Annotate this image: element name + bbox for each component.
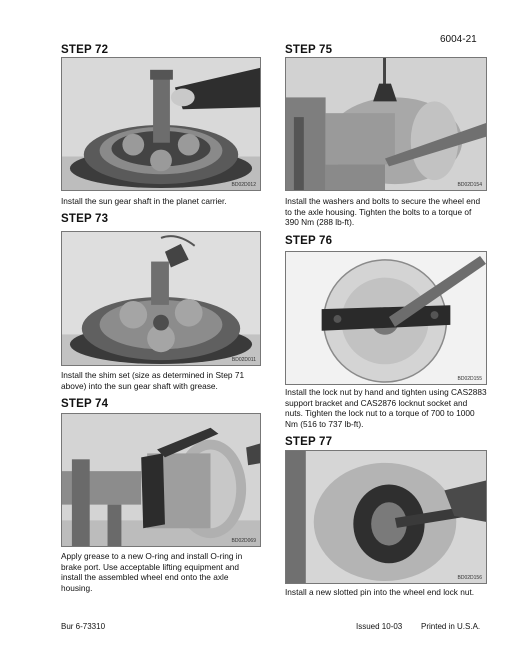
step-76-photo <box>285 251 487 385</box>
step-74-caption: Apply grease to a new O-ring and install O-ring in brake port. Use acceptable lifting equipment and install the assembled wheel end onto the axle housing. <box>61 551 243 593</box>
step-76-title: STEP 76 <box>285 235 333 247</box>
step-75-title: STEP 75 <box>285 44 333 56</box>
step-74-photo-id: BD02D069 <box>231 538 256 544</box>
step-72-caption: Install the sun gear shaft in the planet carrier. <box>61 196 227 206</box>
step-75-photo <box>285 57 487 191</box>
step-75-photo-id: BD02D154 <box>457 182 482 188</box>
step-77-photo-id: BD02D156 <box>457 575 482 581</box>
footer-issued-date: Issued 10-03 <box>356 622 403 631</box>
step-74-photo <box>61 413 261 547</box>
step-73-photo <box>61 231 261 366</box>
step-76-photo-id: BD02D155 <box>457 376 482 382</box>
step-77-photo <box>285 450 487 584</box>
step-76-caption: Install the lock nut by hand and tighten using CAS2883 support bracket and CAS2876 locknut socket and nuts. Tighten the lock nut to a torque of 700 to 1000 Nm (516 to 737 lb-ft). <box>285 387 487 429</box>
step-72-photo-id: BD02D012 <box>231 182 256 188</box>
step-73-photo-id: BD02D011 <box>231 357 256 363</box>
step-77-title: STEP 77 <box>285 436 333 448</box>
step-75-caption: Install the washers and bolts to secure the wheel end to the axle housing. Tighten the bolts to a torque of 390 Nm (288 lb-ft). <box>285 196 481 227</box>
step-72-photo <box>61 57 261 191</box>
step-73-caption: Install the shim set (size as determined in Step 71 above) into the sun gear shaft with grease. <box>61 370 245 391</box>
step-72-title: STEP 72 <box>61 44 109 56</box>
step-73-title: STEP 73 <box>61 213 109 225</box>
page-number: 6004-21 <box>440 34 477 45</box>
footer-document-number: Bur 6-73310 <box>61 622 106 631</box>
footer-printed-location: Printed in U.S.A. <box>421 622 481 631</box>
step-74-title: STEP 74 <box>61 398 109 410</box>
step-77-caption: Install a new slotted pin into the wheel end lock nut. <box>285 587 475 597</box>
